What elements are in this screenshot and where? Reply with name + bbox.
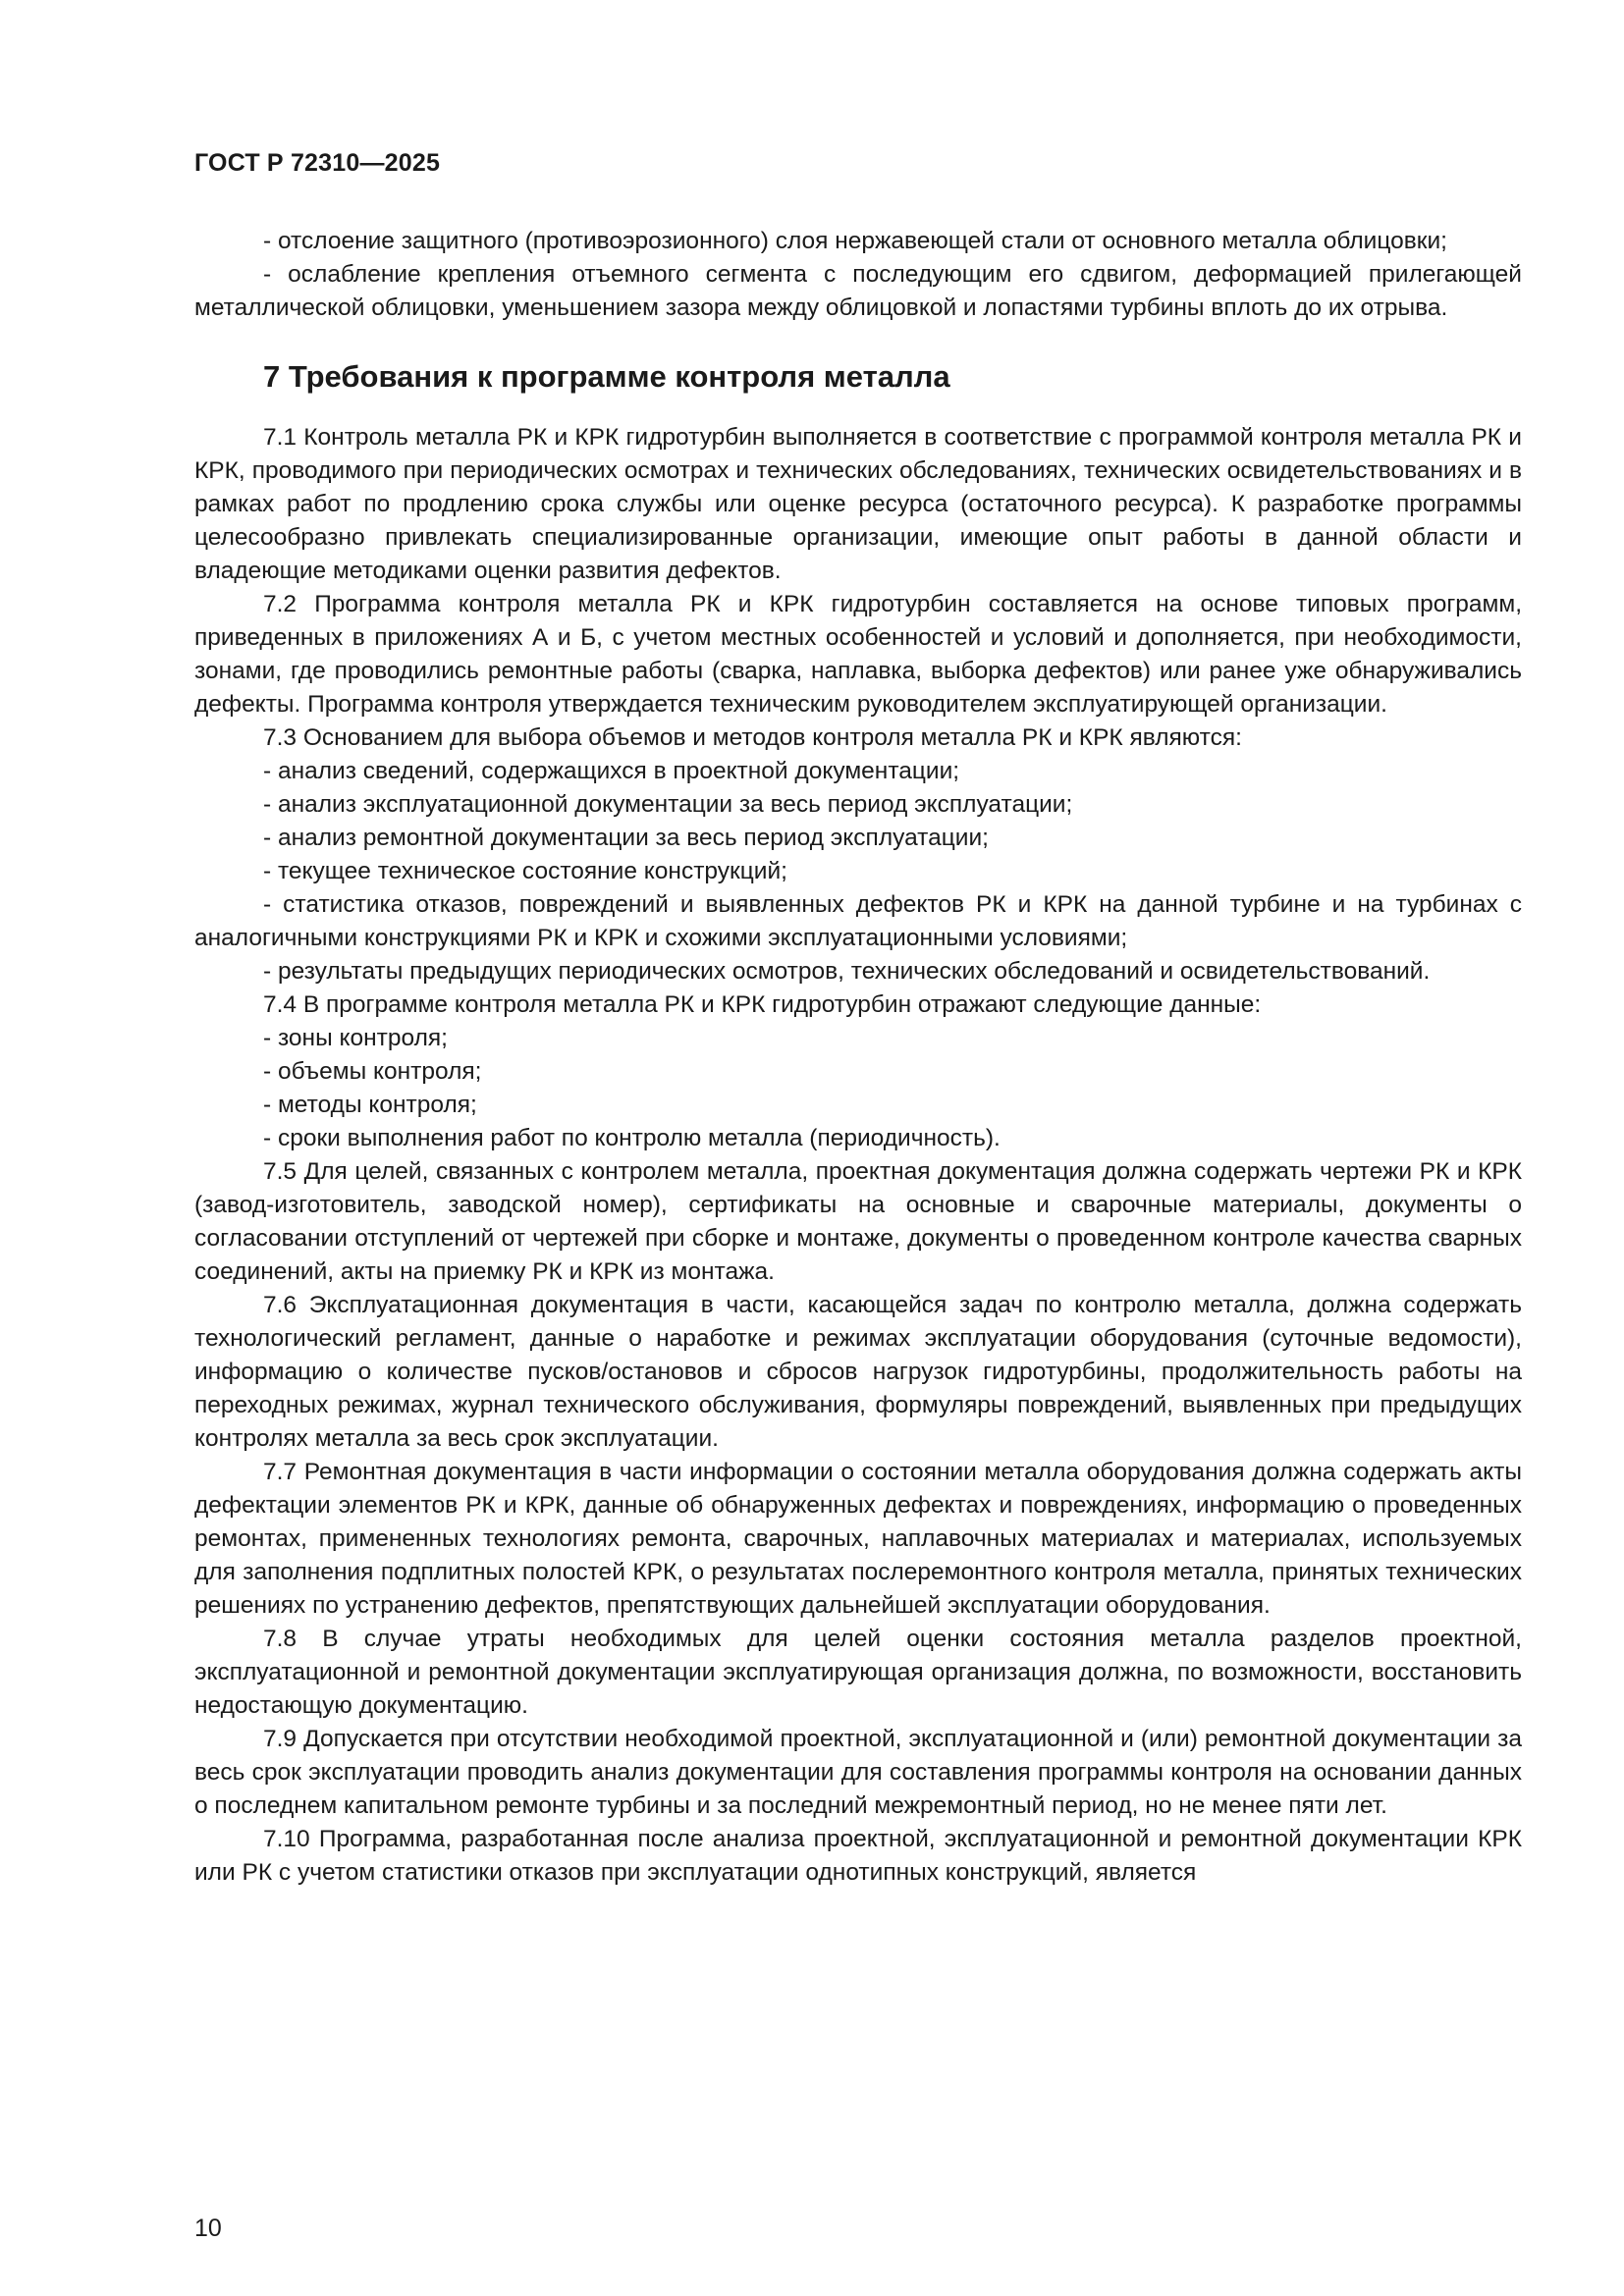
list-item: - зоны контроля; — [263, 1025, 448, 1051]
paragraph-7-6: 7.6 Эксплуатационная документация в части, касающейся задач по контролю металла, должна содержать технологический регламент, данные о наработке и режимах эксплуатации оборудования (суточные ведомости), информацию о количестве пусков/остановов и сбросов нагрузок гидротурбины, продолжительность работы на переходных режимах, журнал технического обслуживания, формуляры повреждений, выявленных при предыдущих контролях металла за весь срок эксплуатации. — [194, 1292, 1522, 1452]
list-item: - сроки выполнения работ по контролю металла (периодичность). — [263, 1125, 1001, 1151]
paragraph-7-5: 7.5 Для целей, связанных с контролем металла, проектная документация должна содержать чертежи РК и КРК (завод-изготовитель, заводской номер), сертификаты на основные и сварочные материалы, документы о согласовании отступлений от чертежей при сборке и монтаже, документы о проведенном контроле качества сварных соединений, акты на приемку РК и КРК из монтажа. — [194, 1158, 1522, 1285]
list-item: - объемы контроля; — [263, 1058, 482, 1085]
list-item: - результаты предыдущих периодических осмотров, технических обследований и освидетельствований. — [263, 958, 1431, 985]
list-item: - ослабление крепления отъемного сегмента с последующим его сдвигом, деформацией прилегающей металлической облицовки, уменьшением зазора между облицовкой и лопастями турбины вплоть до их отрыва. — [194, 261, 1522, 321]
list-item: - текущее техническое состояние конструкций; — [263, 858, 787, 884]
list-item: - анализ ремонтной документации за весь период эксплуатации; — [263, 825, 989, 851]
paragraph-7-3: 7.3 Основанием для выбора объемов и методов контроля металла РК и КРК являются: — [263, 724, 1242, 751]
paragraph-7-8: 7.8 В случае утраты необходимых для целей оценки состояния металла разделов проектной, эксплуатационной и ремонтной документации эксплуатирующая организация должна, по возможности, восстановить недостающую документацию. — [194, 1626, 1522, 1719]
paragraph-7-4: 7.4 В программе контроля металла РК и КРК гидротурбин отражают следующие данные: — [263, 991, 1262, 1018]
list-item: - анализ сведений, содержащихся в проектной документации; — [263, 758, 960, 784]
document-header: ГОСТ Р 72310—2025 — [194, 149, 441, 177]
list-item: - отслоение защитного (противоэрозионного) слоя нержавеющей стали от основного металла облицовки; — [263, 228, 1447, 254]
paragraph-7-2: 7.2 Программа контроля металла РК и КРК гидротурбин составляется на основе типовых программ, приведенных в приложениях А и Б, с учетом местных особенностей и условий и дополняется, при необходимости, зонами, где проводились ремонтные работы (сварка, наплавка, выборка дефектов) или ранее уже обнаруживались дефекты. Программа контроля утверждается техническим руководителем эксплуатирующей организации. — [194, 591, 1522, 718]
page-number: 10 — [194, 2215, 222, 2242]
list-item: - методы контроля; — [263, 1092, 477, 1118]
paragraph-7-7: 7.7 Ремонтная документация в части информации о состоянии металла оборудования должна содержать акты дефектации элементов РК и КРК, данные об обнаруженных дефектах и повреждениях, информацию о проведенных ремонтах, примененных технологиях ремонта, сварочных, наплавочных материалах и материалах, используемых для заполнения подплитных полостей КРК, о результатах послеремонтного контроля металла, принятых технических решениях по устранению дефектов, препятствующих дальнейшей эксплуатации оборудования. — [194, 1459, 1522, 1619]
paragraph-7-10: 7.10 Программа, разработанная после анализа проектной, эксплуатационной и ремонтной документации КРК или РК с учетом статистики отказов при эксплуатации однотипных конструкций, является — [194, 1826, 1522, 1886]
paragraph-7-1: 7.1 Контроль металла РК и КРК гидротурбин выполняется в соответствие с программой контроля металла РК и КРК, проводимого при периодических осмотрах и технических обследованиях, технических освидетельствованиях и в рамках работ по продлению срока службы или оценке ресурса (остаточного ресурса). К разработке программы целесообразно привлекать специализированные организации, имеющие опыт работы в данной области и владеющие методиками оценки развития дефектов. — [194, 424, 1522, 584]
paragraph-7-9: 7.9 Допускается при отсутствии необходимой проектной, эксплуатационной и (или) ремонтной документации за весь срок эксплуатации проводить анализ документации для составления программы контроля на основании данных о последнем капитальном ремонте турбины и за последний межремонтный период, но не менее пяти лет. — [194, 1726, 1522, 1819]
document-body — [194, 225, 1522, 1890]
list-item: - анализ эксплуатационной документации за весь период эксплуатации; — [263, 791, 1073, 818]
list-item: - статистика отказов, повреждений и выявленных дефектов РК и КРК на данной турбине и на турбинах с аналогичными конструкциями РК и КРК и схожими эксплуатационными условиями; — [194, 891, 1522, 951]
section-title: 7 Требования к программе контроля металла — [263, 359, 950, 394]
